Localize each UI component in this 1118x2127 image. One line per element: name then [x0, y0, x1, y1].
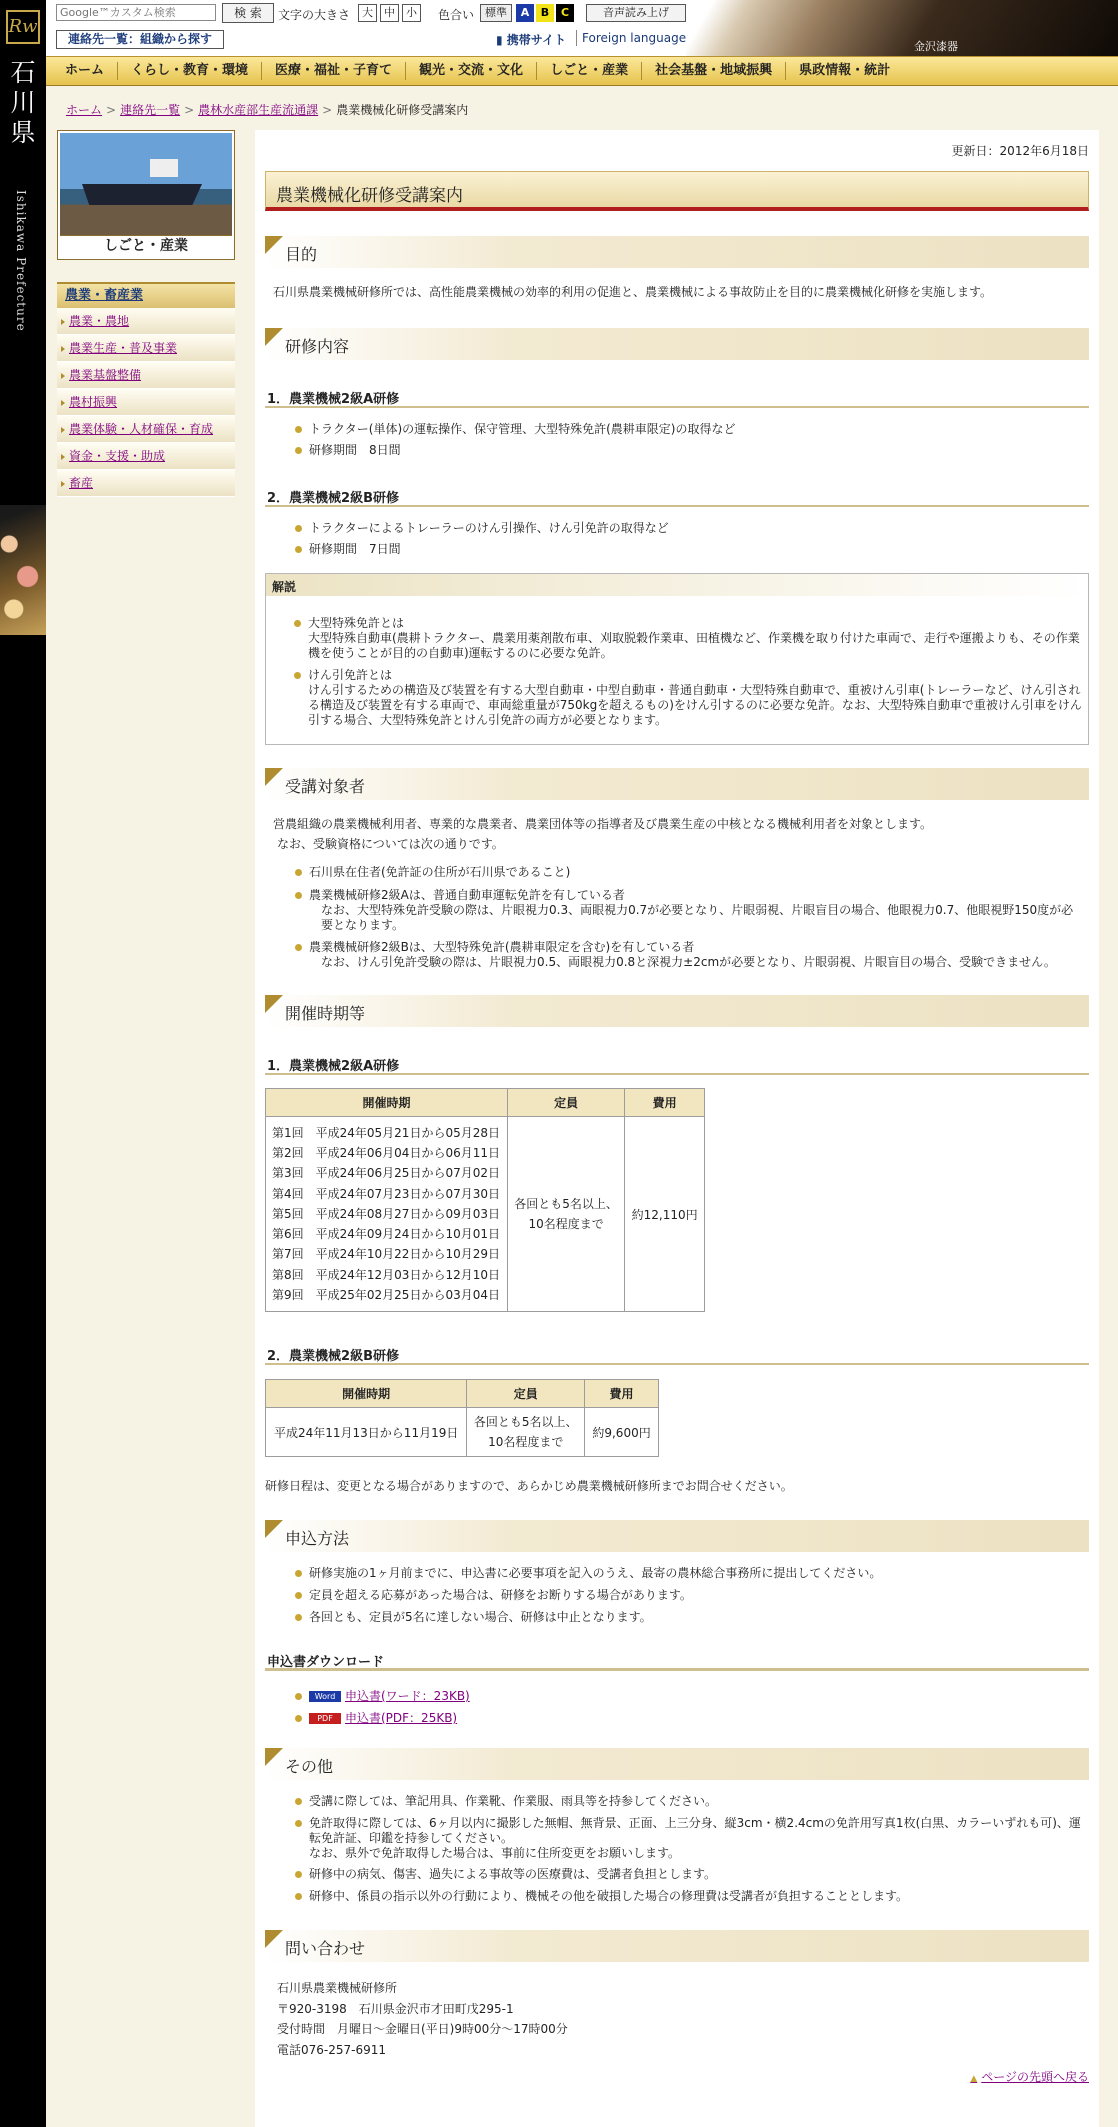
prefecture-subtitle: Ishikawa Prefecture: [14, 190, 28, 332]
list-item: 研修期間 8日間: [293, 443, 1073, 458]
site-header: [46, 0, 1118, 56]
font-size-label: 文字の大きさ: [278, 8, 351, 22]
list-item: [293, 940, 1083, 970]
list-item: 定員を超える応募があった場合は、研修をお断りする場合があります。: [293, 1588, 1083, 1603]
contact-org: 石川県農業機械研修所: [277, 1981, 398, 1995]
breadcrumb-contacts[interactable]: 連絡先一覧: [120, 103, 181, 117]
color-c-button[interactable]: C: [556, 4, 574, 22]
capacity-line: 10名程度まで: [488, 1435, 564, 1449]
qualification-detail: なお、大型特殊免許受験の際は、片眼視力0.3、両眼視力0.7が必要となり、片眼弱視、片眼盲目の場合、他眼視力0.7、他眼視野150度が必要となります。: [321, 903, 1074, 932]
list-item: [293, 1711, 693, 1726]
side-menu: [57, 282, 235, 497]
list-item: 受講に際しては、筆記用具、作業靴、作業服、雨具等を持参してください。: [293, 1794, 1083, 1809]
side-item-label[interactable]: 農業体験・人材確保・育成: [69, 422, 214, 436]
heading-corner-icon: [265, 328, 283, 346]
section-heading-purpose: [265, 236, 1089, 268]
main-content: [255, 130, 1099, 2127]
note-definition: 大型特殊自動車(農耕トラクター、農業用薬剤散布車、刈取脱穀作業車、田植機など、作業機を取り付けた車両で、走行や運搬よりも、その作業機を使うことが目的の自動車)運転するのに必要な免許。: [308, 631, 1080, 660]
schedule-entry: 第2回 平成24年06月04日から06月11日: [272, 1145, 500, 1160]
ship-cabin-shape: [150, 159, 178, 177]
org-search-button[interactable]: 連絡先一覧：組織から探す: [56, 30, 224, 49]
table-cell-period: 平成24年11月13日から11月19日: [266, 1408, 467, 1457]
list-item: 研修期間 7日間: [293, 542, 1073, 557]
search-button[interactable]: 検 索: [222, 3, 274, 23]
breadcrumb: [66, 101, 468, 118]
table-header: 費用: [625, 1089, 705, 1117]
breadcrumb-division[interactable]: 農林水産部生産流通課: [198, 103, 319, 117]
page-title: 農業機械化研修受講案内: [276, 186, 463, 206]
color-a-button[interactable]: A: [516, 4, 534, 22]
schedule-entry: 第4回 平成24年07月23日から07月30日: [272, 1186, 500, 1201]
other-item-text: なお、県外で免許取得した場合は、事前に住所変更をお願いします。: [309, 1846, 681, 1860]
table-header-row: [266, 1380, 659, 1408]
foreign-language-link[interactable]: Foreign language: [582, 31, 687, 45]
table-header: 定員: [507, 1089, 624, 1117]
word-download-link[interactable]: 申込書(ワード：23KB): [345, 1689, 470, 1703]
color-label: 色合い: [438, 8, 475, 22]
side-menu-title[interactable]: 農業・畜産業: [57, 282, 235, 308]
list-item: 各回とも、定員が5名に達しない場合、研修は中止となります。: [293, 1610, 1083, 1625]
section-heading-target: [265, 768, 1089, 800]
back-to-top-link[interactable]: ▲ ページの先頭へ戻る: [970, 2068, 1089, 2085]
heading-corner-icon: [265, 1748, 283, 1766]
list-item: トラクターによるトレーラーのけん引操作、けん引免許の取得など: [293, 521, 1073, 536]
side-item-training[interactable]: [57, 416, 235, 443]
heading-corner-icon: [265, 768, 283, 786]
table-cell-fee: 約9,600円: [585, 1408, 659, 1457]
table-header: 定員: [467, 1380, 585, 1408]
side-item-farmland[interactable]: [57, 308, 235, 335]
breadcrumb-separator: >: [184, 103, 195, 117]
mobile-site-link[interactable]: [496, 31, 566, 48]
qualification-main: 農業機械研修2級Bは、大型特殊免許(農耕車限定を含む)を有している者: [309, 940, 695, 954]
schedule-note: 研修日程は、変更となる場合がありますので、あらかじめ農業機械研修所までお問合せください。: [265, 1479, 793, 1493]
gnav-tourism[interactable]: 観光・交流・文化: [406, 62, 537, 80]
schedule-table-b: [265, 1379, 659, 1457]
ship-shape: [82, 175, 202, 205]
header-banner-image: [686, 0, 1118, 56]
list-item: 石川県在住者(免許証の住所が石川県であること): [293, 865, 1083, 880]
list-item: [292, 616, 1082, 661]
list-item: トラクター(単体)の運転操作、保守管理、大型特殊免許(農耕車限定)の取得など: [293, 422, 1073, 437]
list-item: [293, 888, 1083, 933]
section-heading-contents: [265, 328, 1089, 360]
gnav-infrastructure[interactable]: 社会基盤・地域振興: [642, 62, 786, 80]
target-text: 営農組織の農業機械利用者、専業的な農業者、農業団体等の指導者及び農業生産の中核となる機械利用者を対象とします。: [273, 817, 933, 831]
list-item: [292, 668, 1082, 728]
flower-decoration: [0, 505, 46, 635]
side-item-infrastructure[interactable]: [57, 362, 235, 389]
note-term: 大型特殊免許とは: [308, 616, 405, 630]
breadcrumb-separator: >: [322, 103, 333, 117]
section-heading-text: 研修内容: [285, 337, 350, 356]
heading-corner-icon: [265, 1520, 283, 1538]
subheading-schedule-b: 2．農業機械2級B研修: [265, 1345, 1089, 1365]
table-header-row: [266, 1089, 705, 1117]
side-item-livestock[interactable]: [57, 470, 235, 497]
qualification-detail: なお、けん引免許受験の際は、片眼視力0.5、両眼視力0.8と深視力±2cmが必要となり、片眼弱視、片眼盲目の場合、受験できません。: [321, 955, 1056, 969]
table-cell-periods: [266, 1117, 508, 1312]
heading-corner-icon: [265, 995, 283, 1013]
contact-address: 〒920-3198 石川県金沢市才田町戊295-1: [277, 2001, 514, 2016]
section-heading-apply: [265, 1520, 1089, 1552]
breadcrumb-current: 農業機械化研修受講案内: [336, 103, 469, 117]
schedule-entry: 第8回 平成24年12月03日から12月10日: [272, 1267, 500, 1282]
target-text: なお、受験資格については次の通りです。: [277, 837, 504, 851]
contact-block: [277, 1978, 877, 2060]
mobile-site-label: 携帯サイト: [506, 33, 566, 47]
section-heading-contact: [265, 1930, 1089, 1962]
table-header: 開催時期: [266, 1380, 467, 1408]
subheading-download: 申込書ダウンロード: [265, 1651, 1089, 1671]
note-definition: けん引するための構造及び装置を有する大型自動車・中型自動車・普通自動車・大型特殊自動車で、重被けん引車(トレーラーなど、けん引される構造及び装置を有する車両で、車両総重量が750kgを超えるもの)をけん引するのに必要な免許。なお、大型特殊自動車で重被けん引車をけん引する場合、大型特殊免許とけん引免許の両方が必要となります。: [308, 683, 1082, 727]
category-banner[interactable]: [57, 130, 235, 260]
global-nav: [46, 56, 1118, 86]
table-row: [266, 1408, 659, 1457]
font-size-large-button[interactable]: 大: [358, 4, 377, 22]
updated-date: 更新日：2012年6月18日: [951, 144, 1089, 158]
table-cell-fee: 約12,110円: [625, 1117, 705, 1312]
list-item: 研修実施の1ヶ月前までに、申込書に必要事項を記入のうえ、最寄の農林総合事務所に提出してください。: [293, 1566, 1083, 1581]
list-item: 研修中、係員の指示以外の行動により、機械その他を破損した場合の修理費は受講者が負担することとします。: [293, 1889, 1083, 1904]
heading-corner-icon: [265, 1930, 283, 1948]
side-item-funding[interactable]: [57, 443, 235, 470]
schedule-entry: 第9回 平成25年02月25日から03月04日: [272, 1288, 500, 1303]
table-row: [266, 1117, 705, 1312]
list-item: [293, 1689, 693, 1704]
side-item-label[interactable]: 農業生産・普及事業: [69, 341, 178, 355]
side-item-production[interactable]: [57, 335, 235, 362]
schedule-entry: 第1回 平成24年05月21日から05月28日: [272, 1125, 500, 1140]
pdf-file-icon: PDF: [309, 1713, 341, 1724]
heading-corner-icon: [265, 236, 283, 254]
side-item-label[interactable]: 畜産: [69, 476, 94, 490]
subheading-course-b: 2．農業機械2級B研修: [265, 487, 1089, 507]
schedule-entry: 第5回 平成24年08月27日から09月03日: [272, 1206, 500, 1221]
subheading-course-a: 1．農業機械2級A研修: [265, 388, 1089, 408]
side-item-label[interactable]: 資金・支援・助成: [69, 449, 166, 463]
note-term: けん引免許とは: [308, 668, 393, 682]
font-size-small-button[interactable]: 小: [402, 4, 421, 22]
side-column: [57, 130, 235, 497]
section-heading-text: 開催時期等: [285, 1004, 366, 1023]
page-title-bar: [265, 171, 1089, 211]
other-item-text: 免許取得に際しては、6ヶ月以内に撮影した無帽、無背景、正面、上三分身、縦3cm・横2.4cmの免許用写真1枚(白黒、カラーいずれも可)、運転免許証、印鑑を持参してください。: [309, 1816, 1081, 1845]
brand-strip: [0, 0, 46, 2127]
gnav-home[interactable]: ホーム: [52, 62, 118, 80]
list-item: [293, 1816, 1083, 1861]
banner-caption: 金沢漆器: [914, 40, 958, 53]
prefecture-logo[interactable]: Rw: [6, 10, 40, 44]
category-banner-caption: しごと・産業: [60, 235, 232, 257]
font-size-medium-button[interactable]: 中: [380, 4, 399, 22]
explanation-box: [265, 573, 1089, 745]
section-heading-text: その他: [285, 1757, 334, 1776]
schedule-entry: 第7回 平成24年10月22日から10月29日: [272, 1247, 500, 1262]
schedule-table-a: [265, 1088, 705, 1312]
explanation-title: 解説: [266, 574, 1088, 596]
contact-phone: 電話076-257-6911: [277, 2042, 387, 2057]
color-standard-button[interactable]: 標準: [480, 4, 512, 22]
table-header: 費用: [585, 1380, 659, 1408]
search-input[interactable]: [56, 4, 216, 21]
word-file-icon: Word: [309, 1691, 341, 1702]
mobile-icon: ▮: [496, 33, 503, 47]
prefecture-title: 石川県: [10, 58, 36, 147]
table-header: 開催時期: [266, 1089, 508, 1117]
table-cell-capacity: [467, 1408, 585, 1457]
breadcrumb-home[interactable]: ホーム: [66, 103, 103, 117]
side-item-label[interactable]: 農業基盤整備: [69, 368, 142, 382]
pdf-download-link[interactable]: 申込書(PDF：25KB): [345, 1711, 458, 1725]
qualification-main: 農業機械研修2級Aは、普通自動車運転免許を有している者: [309, 888, 625, 902]
side-item-label[interactable]: 農村振興: [69, 395, 118, 409]
schedule-entry: 第3回 平成24年06月25日から07月02日: [272, 1166, 500, 1181]
purpose-text: 石川県農業機械研修所では、高性能農業機械の効率的利用の促進と、農業機械による事故防止を目的に農業機械化研修を実施します。: [273, 285, 993, 299]
gnav-life[interactable]: くらし・教育・環境: [118, 62, 262, 80]
section-heading-text: 問い合わせ: [285, 1939, 366, 1958]
ship-photo: [60, 133, 232, 235]
contact-hours: 受付時間 月曜日～金曜日(平日)9時00分～17時00分: [277, 2022, 568, 2036]
color-b-button[interactable]: B: [536, 4, 554, 22]
table-cell-capacity: [507, 1117, 624, 1312]
section-heading-text: 申込方法: [285, 1529, 350, 1548]
section-heading-other: [265, 1748, 1089, 1780]
section-heading-schedule: [265, 995, 1089, 1027]
section-heading-text: 受講対象者: [285, 777, 366, 796]
section-heading-text: 目的: [285, 245, 318, 264]
gnav-administration[interactable]: 県政情報・統計: [799, 63, 891, 78]
schedule-entry: 第6回 平成24年09月24日から10月01日: [272, 1227, 500, 1242]
capacity-line: 各回とも5名以上、: [473, 1415, 578, 1429]
divider: [576, 30, 577, 46]
capacity-line: 10名程度まで: [528, 1217, 604, 1231]
side-item-rural[interactable]: [57, 389, 235, 416]
gnav-work[interactable]: しごと・産業: [537, 62, 642, 80]
voice-reading-button[interactable]: 音声読み上げ: [586, 4, 686, 22]
breadcrumb-separator: >: [106, 103, 117, 117]
subheading-schedule-a: 1．農業機械2級A研修: [265, 1055, 1089, 1075]
capacity-line: 各回とも5名以上、: [514, 1197, 618, 1211]
list-item: 研修中の病気、傷害、過失による事故等の医療費は、受講者負担とします。: [293, 1867, 1083, 1882]
gnav-medical[interactable]: 医療・福祉・子育て: [262, 62, 406, 80]
side-item-label[interactable]: 農業・農地: [69, 314, 130, 328]
